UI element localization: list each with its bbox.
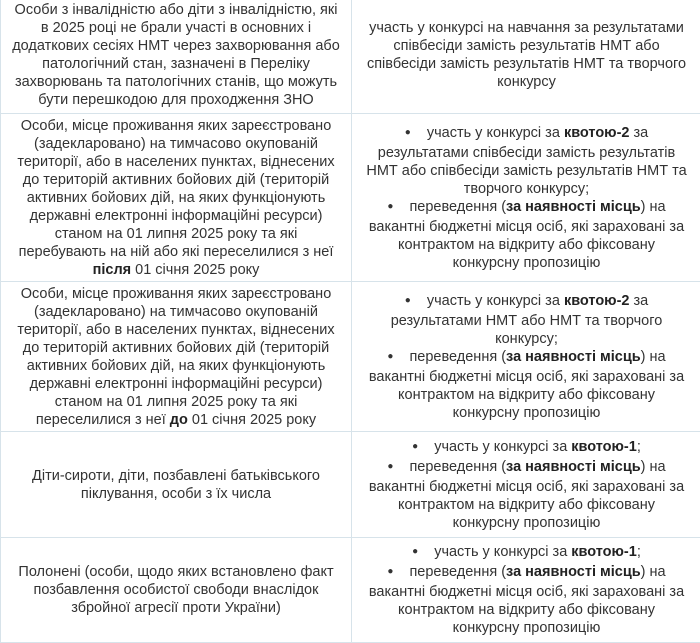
rights-cell: [352, 432, 700, 538]
category-cell: Особи з інвалідністю або діти з інвалідністю, які в 2025 році не брали участі в основних і додаткових сесіях НМТ через захворювання або патологічний стан, зазначені в Переліку захворювань та патологічних станів, що можуть бути перешкодою для проходження ЗНО: [1, 0, 352, 114]
table-row: [1, 432, 700, 538]
list-item: ● участь у конкурсі за квотою-1;: [364, 438, 689, 458]
table-row: [1, 0, 700, 114]
list-item: ● участь у конкурсі за квотою-1;: [364, 543, 689, 563]
list-item: ● участь у конкурсі за квотою-2 за результатами НМТ або НМТ та творчого конкурсу;: [364, 292, 689, 348]
rights-cell: [352, 114, 700, 282]
list-item: ● переведення (за наявності місць) на вакантні бюджетні місця осіб, які зараховані за контрактом на відкриту або фіксовану конкурсну пропозицію: [364, 348, 689, 422]
list-item: ● переведення (за наявності місць) на вакантні бюджетні місця осіб, які зараховані за контрактом на відкриту або фіксовану конкурсну пропозицію: [364, 198, 689, 272]
table-row: [1, 282, 700, 432]
rights-cell: [352, 282, 700, 432]
rights-cell: [352, 538, 700, 643]
list-item: ● переведення (за наявності місць) на вакантні бюджетні місця осіб, які зараховані за контрактом на відкриту або фіксовану конкурсну пропозицію: [364, 458, 689, 532]
emphasis-text: після: [93, 262, 132, 278]
table-row: [1, 114, 700, 282]
list-item: ● переведення (за наявності місць) на вакантні бюджетні місця осіб, які зараховані за контрактом на відкриту або фіксовану конкурсну пропозицію: [364, 563, 689, 637]
list-item: ● участь у конкурсі за квотою-2 за результатами співбесіди замість результатів НМТ або співбесіди замість результатів НМТ та творчого конкурсу;: [364, 124, 689, 198]
category-cell: Особи, місце проживання яких зареєстровано (задекларовано) на тимчасово окупованій території, або в населених пунктах, віднесених до територій активних бойових дій (територій активних бойових дій, на яких функціонують державні електронні інформаційні ресурси) станом на 01 липня 2025 року та які перебувають на ній або які переселилися з неї після 01 січня 2025 року: [1, 114, 352, 282]
emphasis-text: до: [170, 412, 188, 428]
table-row: [1, 538, 700, 643]
category-cell: Діти-сироти, діти, позбавлені батьківського піклування, особи з їх числа: [1, 432, 352, 538]
category-cell: Полонені (особи, щодо яких встановлено факт позбавлення особистої свободи внаслідок збройної агресії проти України): [1, 538, 352, 643]
category-cell: Особи, місце проживання яких зареєстровано (задекларовано) на тимчасово окупованій території, або в населених пунктах, віднесених до територій активних бойових дій (територій активних бойових дій, на яких функціонують державні електронні інформаційні ресурси) станом на 01 липня 2025 року та які переселилися з неї до 01 січня 2025 року: [1, 282, 352, 432]
rights-cell: участь у конкурсі на навчання за результатами співбесіди замість результатів НМТ або співбесіди замість результатів НМТ та творчого конкурсу: [352, 0, 700, 114]
